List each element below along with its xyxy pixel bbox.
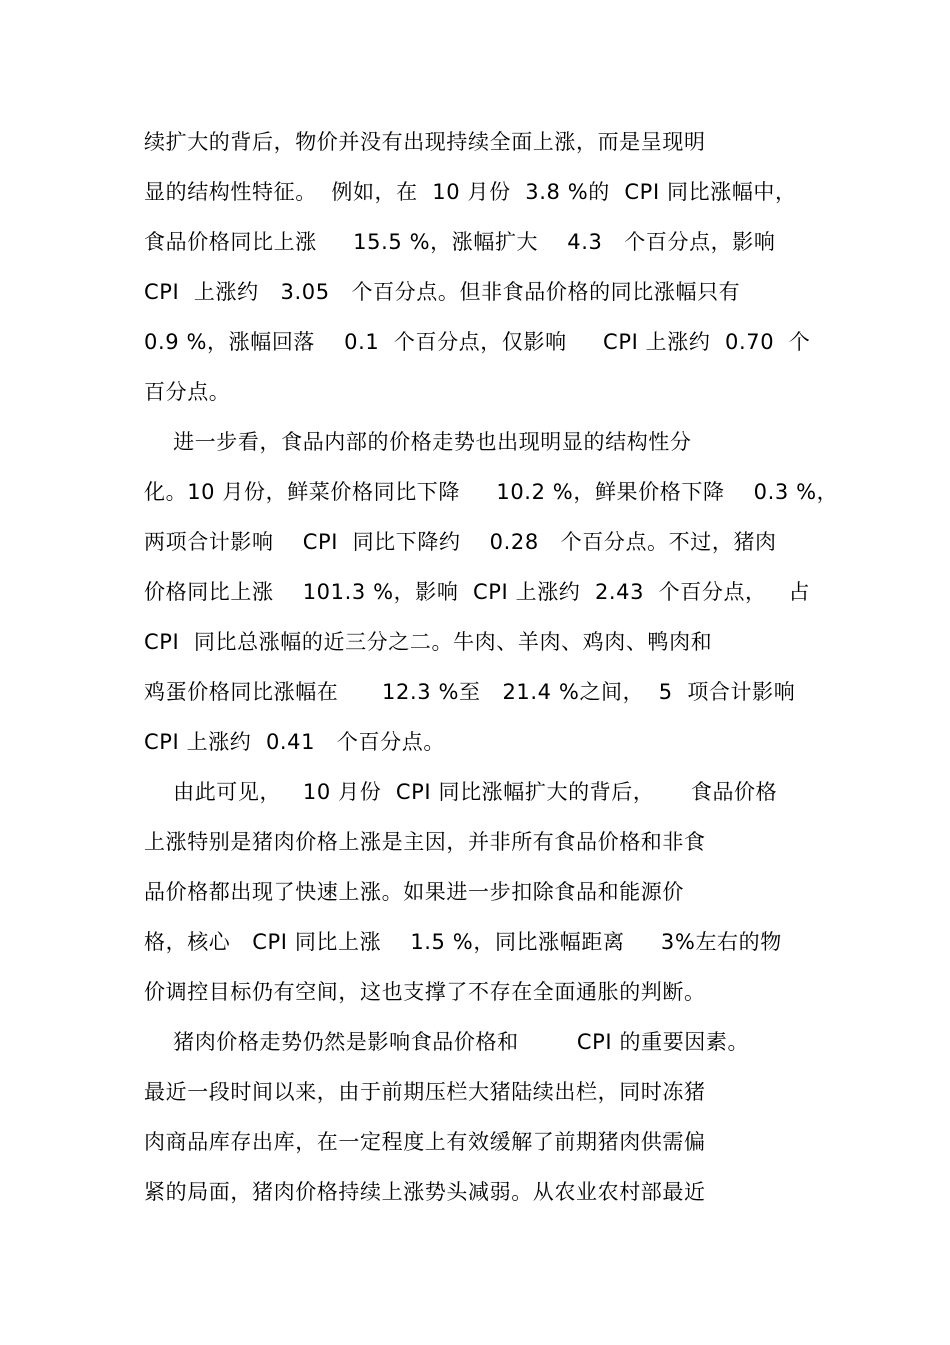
text-line: 进一步看，食品内部的价格走势也出现明显的结构性分 <box>144 430 692 454</box>
text-line: 上涨特别是猪肉价格上涨是主因，并非所有食品价格和非食 <box>144 830 706 854</box>
text-line: CPI 同比总涨幅的近三分之二。牛肉、羊肉、鸡肉、鸭肉和 <box>144 630 713 654</box>
text-line: 品价格都出现了快速上涨。如果进一步扣除食品和能源价 <box>144 880 684 904</box>
text-line: 0.9 %，涨幅回落 0.1 个百分点，仅影响 CPI 上涨约 0.70 个 <box>144 330 811 354</box>
text-line: 价格同比上涨 101.3 %，影响 CPI 上涨约 2.43 个百分点， 占 <box>144 580 811 604</box>
text-line: 格，核心 CPI 同比上涨 1.5 %，同比涨幅距离 3%左右的物 <box>144 930 782 954</box>
text-line: 最近一段时间以来，由于前期压栏大猪陆续出栏，同时冻猪 <box>144 1080 706 1104</box>
text-line: 紧的局面，猪肉价格持续上涨势头减弱。从农业农村部最近 <box>144 1180 706 1204</box>
text-line: 百分点。 <box>144 380 231 404</box>
text-line: 食品价格同比上涨 15.5 %，涨幅扩大 4.3 个百分点，影响 <box>144 230 776 254</box>
text-line: 由此可见， 10 月份 CPI 同比涨幅扩大的背后， 食品价格 <box>144 780 778 804</box>
text-line: CPI 上涨约 0.41 个百分点。 <box>144 730 445 754</box>
text-line: 续扩大的背后，物价并没有出现持续全面上涨，而是呈现明 <box>144 130 706 154</box>
text-line: 显的结构性特征。 例如，在 10 月份 3.8 %的 CPI 同比涨幅中， <box>144 180 797 204</box>
text-line: CPI 上涨约 3.05 个百分点。但非食品价格的同比涨幅只有 <box>144 280 741 304</box>
text-line: 价调控目标仍有空间，这也支撑了不存在全面通胀的判断。 <box>144 980 706 1004</box>
text-line: 肉商品库存出库，在一定程度上有效缓解了前期猪肉供需偏 <box>144 1130 706 1154</box>
text-line: 化。10 月份，鲜菜价格同比下降 10.2 %，鲜果价格下降 0.3 %， <box>144 480 839 504</box>
text-line: 猪肉价格走势仍然是影响食品价格和 CPI 的重要因素。 <box>144 1030 750 1054</box>
text-line: 两项合计影响 CPI 同比下降约 0.28 个百分点。不过，猪肉 <box>144 530 777 554</box>
text-line: 鸡蛋价格同比涨幅在 12.3 %至 21.4 %之间， 5 项合计影响 <box>144 680 796 704</box>
